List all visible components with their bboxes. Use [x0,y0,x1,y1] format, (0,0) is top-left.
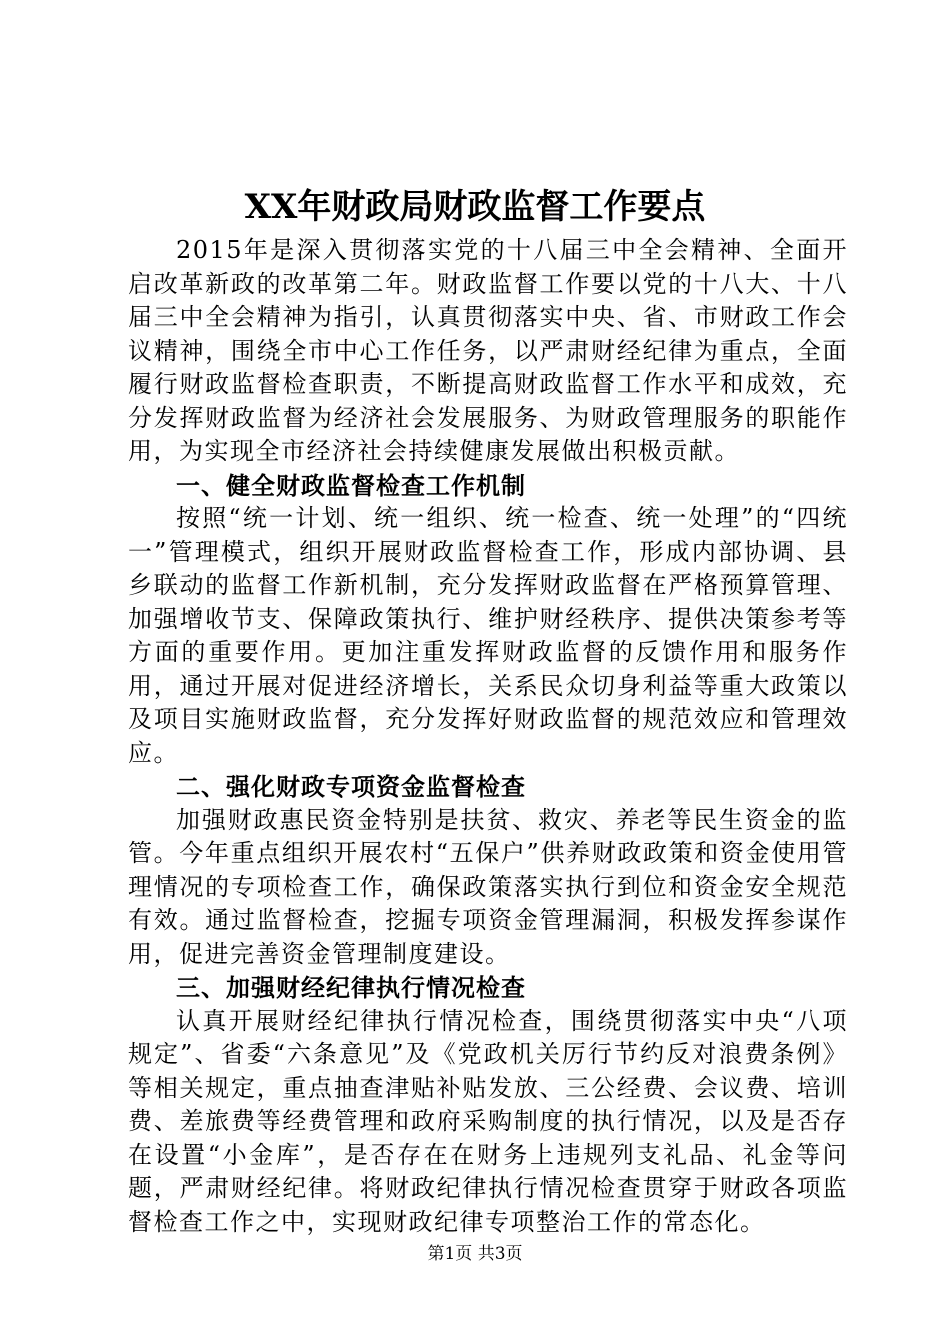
section-3-heading: 三、加强财经纪律执行情况检查 [176,973,526,1002]
section-2-body: 加强财政惠民资金特别是扶贫、救灾、养老等民生资金的监管。今年重点组织开展农村“五保户”供养财政政策和资金使用管理情况的专项检查工作，确保政策落实执行到位和资金安全规范有效。通过监督检查，挖掘专项资金管理漏洞，积极发挥参谋作用，促进完善资金管理制度建设。 [128,805,848,968]
section-1-body: 按照“统一计划、统一组织、统一检查、统一处理”的“四统一”管理模式，组织开展财政监督检查工作，形成内部协调、县乡联动的监督工作新机制，充分发挥财政监督在严格预算管理、加强增收节支、保障政策执行、维护财经秩序、提供决策参考等方面的重要作用。更加注重发挥财政监督的反馈作用和服务作用，通过开展对促进经济增长，关系民众切身利益等重大政策以及项目实施财政监督，充分发挥好财政监督的规范效应和管理效应。 [128,504,848,767]
page-footer: 第1页 共3页 [427,1244,523,1264]
section-2-heading: 二、强化财政专项资金监督检查 [176,772,526,801]
intro-paragraph: 2015年是深入贯彻落实党的十八届三中全会精神、全面开启改革新政的改革第二年。财政监督工作要以党的十八大、十八届三中全会精神为指引，认真贯彻落实中央、省、市财政工作会议精神，围绕全市中心工作任务，以严肃财经纪律为重点，全面履行财政监督检查职责，不断提高财政监督工作水平和成效，充分发挥财政监督为经济社会发展服务、为财政管理服务的职能作用，为实现全市经济社会持续健康发展做出积极贡献。 [128,236,848,465]
section-1-heading: 一、健全财政监督检查工作机制 [176,470,526,500]
document-title: XX年财政局财政监督工作要点 [244,187,706,227]
section-3-body: 认真开展财经纪律执行情况检查，围绕贯彻落实中央“八项规定”、省委“六条意见”及《党政机关厉行节约反对浪费条例》等相关规定，重点抽查津贴补贴发放、三公经费、会议费、培训费、差旅费等经费管理和政府采购制度的执行情况，以及是否存在设置“小金库”，是否存在在财务上违规列支礼品、礼金等问题，严肃财经纪律。将财政纪律执行情况检查贯穿于财政各项监督检查工作之中，实现财政纪律专项整治工作的常态化。 [128,1006,848,1236]
document-body [128,234,848,1239]
